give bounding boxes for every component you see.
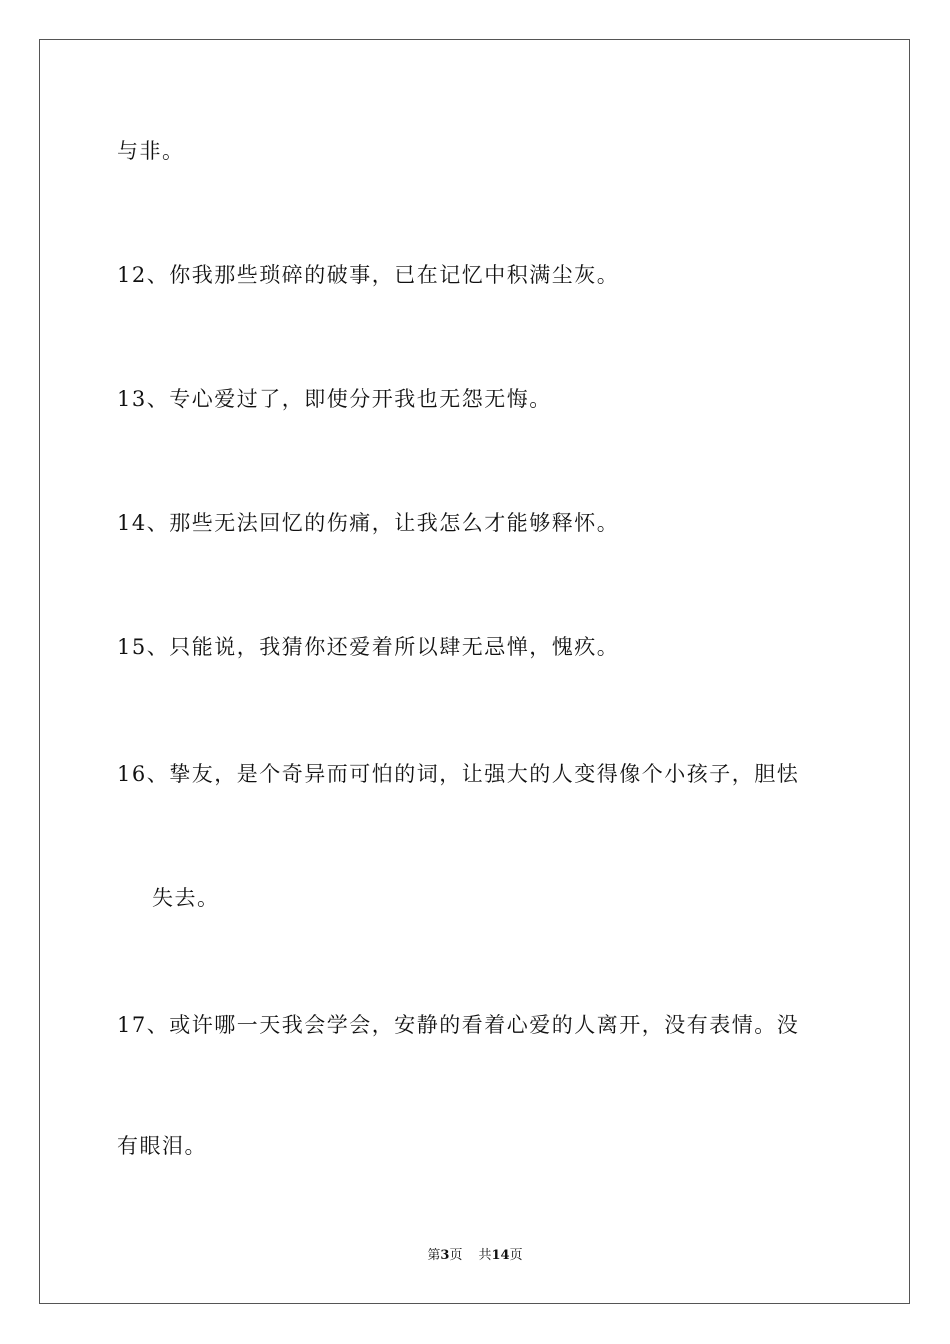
text-line: 13、专心爱过了，即使分开我也无怨无悔。 — [117, 387, 552, 411]
page-frame — [39, 39, 910, 1304]
text-line: 12、你我那些琐碎的破事，已在记忆中积满尘灰。 — [117, 263, 620, 287]
total-page-number: 14 — [491, 1248, 510, 1263]
text-line: 16、挚友，是个奇异而可怕的词，让强大的人变得像个小孩子，胆怯 — [117, 762, 800, 786]
text-line: 失去。 — [152, 886, 220, 910]
text-line: 15、只能说，我猜你还爱着所以肆无忌惮，愧疚。 — [117, 635, 620, 659]
page-prefix: 第 — [427, 1248, 441, 1263]
text-line: 14、那些无法回忆的伤痛，让我怎么才能够释怀。 — [117, 511, 620, 535]
text-line: 与非。 — [117, 139, 185, 163]
page-suffix: 页 — [449, 1248, 463, 1263]
current-page-number: 3 — [440, 1248, 450, 1263]
text-line: 有眼泪。 — [117, 1134, 207, 1158]
page-footer — [0, 1247, 950, 1265]
total-prefix: 共 — [478, 1248, 492, 1263]
text-line: 17、或许哪一天我会学会，安静的看着心爱的人离开，没有表情。没 — [117, 1013, 800, 1037]
total-suffix: 页 — [509, 1248, 523, 1263]
